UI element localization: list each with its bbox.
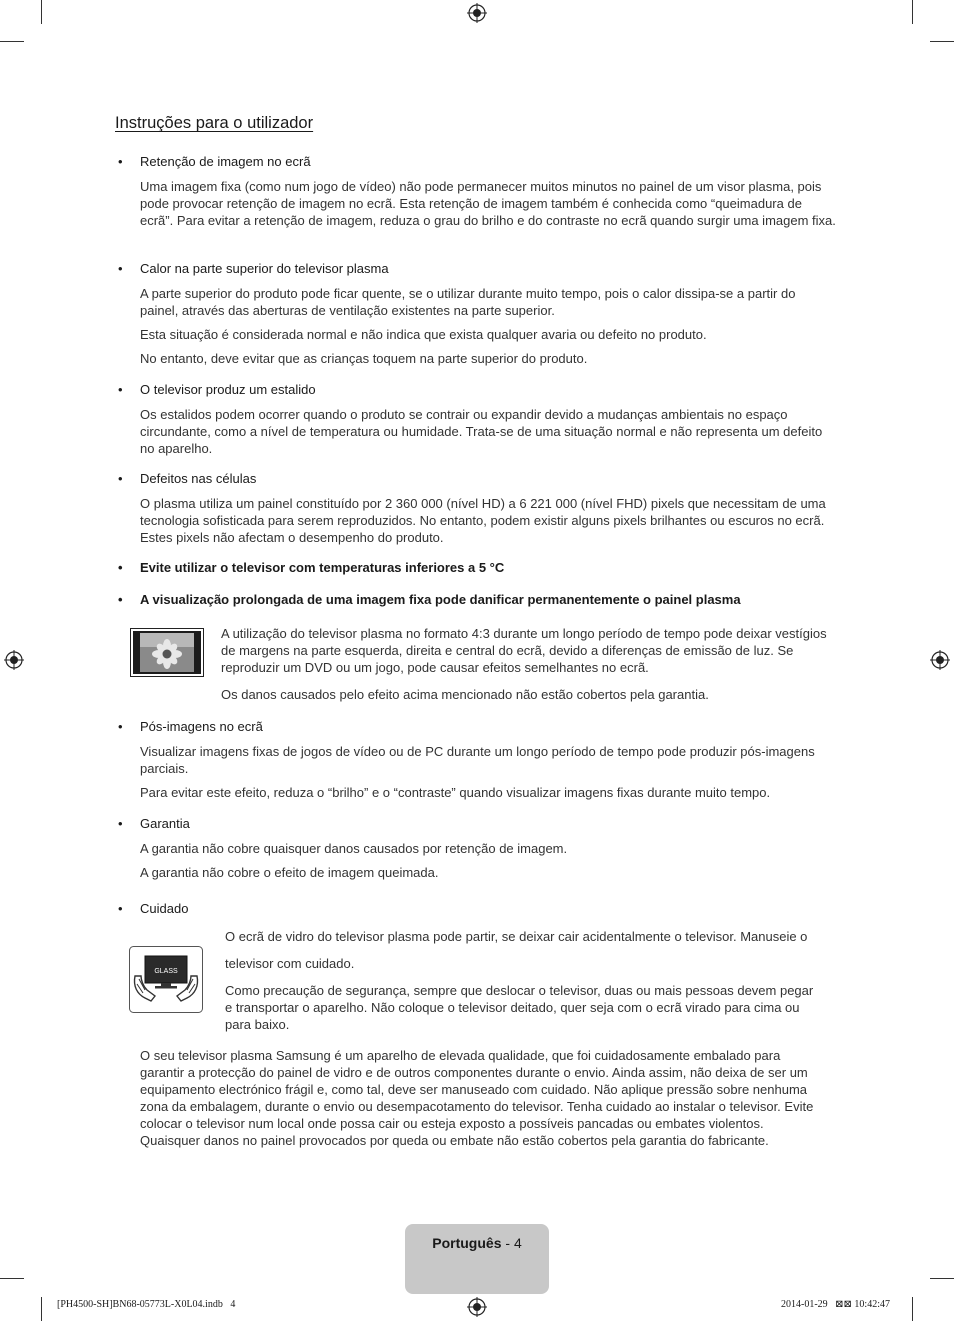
section-paragraph: Esta situação é considerada normal e não indica que exista qualquer avaria ou defeito no produto. — [140, 327, 707, 342]
section-paragraph: Visualizar imagens fixas de jogos de vídeo ou de PC durante um longo período de tempo pode produzir pós-imagens parciais. — [140, 744, 815, 776]
section-after-images — [116, 718, 836, 801]
glass-label: GLASS — [154, 968, 178, 975]
page-title: Instruções para o utilizador — [115, 114, 314, 132]
crop-mark — [0, 41, 24, 42]
section-heading: • Pós-imagens no ecrã — [116, 718, 836, 735]
print-file-meta: [PH4500-SH]BN68-05773L-X0L04.indb 4 — [57, 1299, 236, 1310]
crop-mark — [912, 0, 913, 24]
section-heading: • A visualização prolongada de uma imagem fixa pode danificar permanentemente o painel plasma — [116, 591, 836, 608]
section-heading: • Defeitos nas células — [116, 470, 836, 487]
glass-tv-hands-icon — [129, 946, 203, 1013]
footer-page-number: 4 — [513, 1235, 522, 1251]
section-paragraph: Como precaução de segurança, sempre que deslocar o televisor, duas ou mais pessoas devem pegar e transportar o aparelho. Não coloque o televisor deitado, quer seja com o ecrã virado para cima ou para baixo. — [225, 983, 814, 1032]
crop-mark — [912, 1297, 913, 1321]
footer-separator: - — [501, 1235, 514, 1251]
section-image-retention — [116, 153, 836, 229]
section-paragraph: Os estalidos podem ocorrer quando o produto se contrair ou expandir devido a mudanças ambientais no espaço circundante, como a nível de temperatura ou humidade. Trata-se de uma situação normal e não representa um defeito no aparelho. — [140, 407, 823, 456]
section-paragraph: A garantia não cobre quaisquer danos causados por retenção de imagem. — [140, 841, 568, 856]
section-paragraph: O ecrã de vidro do televisor plasma pode partir, se deixar cair acidentalmente o televisor. Manuseie o — [225, 929, 808, 944]
footer-tab — [405, 1224, 549, 1294]
section-paragraph: No entanto, deve evitar que as crianças toquem na parte superior do produto. — [140, 351, 588, 366]
section-paragraph: A garantia não cobre o efeito de imagem queimada. — [140, 865, 439, 880]
section-warranty — [116, 815, 836, 881]
section-caution — [116, 900, 836, 917]
section-cracking-noise — [116, 381, 836, 457]
section-heat — [116, 260, 836, 367]
closing-paragraph: O seu televisor plasma Samsung é um aparelho de elevada qualidade, que foi cuidadosamente embalado para garantir a protecção do painel de vidro e de outros componentes durante o envio. Ainda assim, não deixa de ser um equipamento electrónico frágil e, como tal, deve ser manuseado com cuidado. Não aplique pressão sobre nenhuma zona da embalagem, durante o envio ou desempacotamento do televisor. Tenha cuidado ao instalar o televisor. Evite colocar o televisor num local onde possa cair ou esteja exposto a possíveis pancadas ou embates violentos. Quaisquer danos no painel provocados por queda ou embate não estão cobertos pela garantia do fabricante. — [140, 1048, 814, 1148]
registration-mark-icon — [467, 1297, 487, 1317]
print-timestamp-meta: 2014-01-29 ⊠⊠ 10:42:47 — [781, 1299, 890, 1310]
crop-mark — [0, 1278, 24, 1279]
section-paragraph: A parte superior do produto pode ficar quente, se o utilizar durante muito tempo, pois o calor dissipa-se a partir do painel, através das aberturas de ventilação existentes na parte superior. — [140, 286, 796, 318]
section-heading: • Evite utilizar o televisor com temperaturas inferiores a 5 °C — [116, 559, 836, 576]
section-cell-defects — [116, 470, 836, 546]
crop-mark — [41, 1297, 42, 1321]
registration-mark-icon — [467, 3, 487, 23]
crop-mark — [930, 1278, 954, 1279]
section-paragraph: O plasma utiliza um painel constituído por 2 360 000 (nível HD) a 6 221 000 (nível FHD) pixels que necessitam de uma tecnologia sofisticada para serem reproduzidos. No entanto, podem existir alguns pixels brilhantes ou escuros no ecrã. Estes pixels não afectam o desempenho do produto. — [140, 496, 826, 545]
crop-mark — [41, 0, 42, 24]
tv-flower-thumbnail-icon — [130, 628, 204, 677]
registration-mark-icon — [4, 650, 24, 670]
section-low-temperature — [116, 559, 836, 576]
section-paragraph: televisor com cuidado. — [225, 956, 355, 971]
section-heading: • O televisor produz um estalido — [116, 381, 836, 398]
section-heading: • Garantia — [116, 815, 836, 832]
section-paragraph: Uma imagem fixa (como num jogo de vídeo) não pode permanecer muitos minutos no painel de um visor plasma, pois pode provocar retenção de imagem no ecrã. Esta retenção de imagem também é conhecida como “queimadura de ecrã”. Para evitar a retenção de imagem, reduza o grau do brilho e do contraste no ecrã quando surgir uma imagem fixa. — [140, 179, 836, 228]
section-heading: • Calor na parte superior do televisor plasma — [116, 260, 836, 277]
crop-mark — [930, 41, 954, 42]
section-still-image-warning — [116, 591, 836, 608]
section-heading: • Cuidado — [116, 900, 836, 917]
section-paragraph: Os danos causados pelo efeito acima mencionado não estão cobertos pela garantia. — [221, 687, 709, 702]
registration-mark-icon — [930, 650, 950, 670]
section-heading: • Retenção de imagem no ecrã — [116, 153, 836, 170]
section-paragraph: Para evitar este efeito, reduza o “brilho” e o “contraste” quando visualizar imagens fixas durante muito tempo. — [140, 785, 771, 800]
section-paragraph: A utilização do televisor plasma no formato 4:3 durante um longo período de tempo pode deixar vestígios de margens na parte esquerda, direita e central do ecrã, devido a diferenças de emissão de luz. Se reproduzir um DVD ou um jogo, pode causar efeitos semelhantes no ecrã. — [221, 626, 827, 675]
footer-page-label — [405, 1235, 549, 1251]
footer-language: Português — [432, 1235, 502, 1251]
